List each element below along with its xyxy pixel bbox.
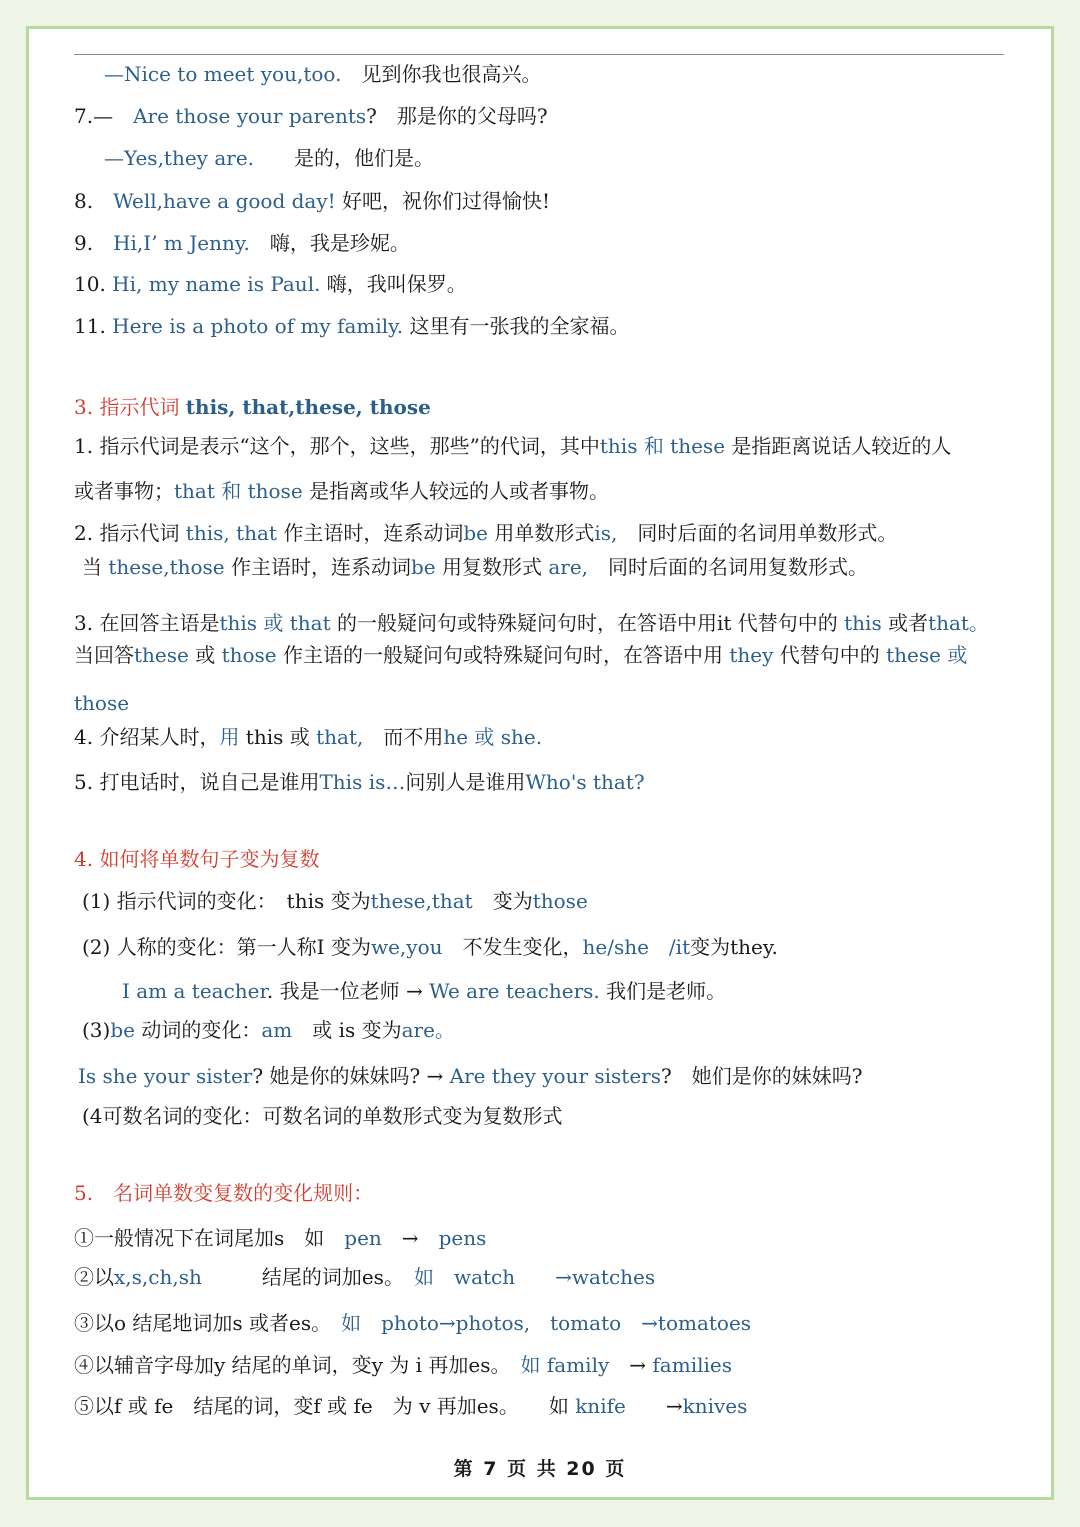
english-text-segment: am — [261, 1018, 293, 1042]
english-text-segment: Are those your parents — [133, 104, 367, 128]
text-segment: (3) — [82, 1018, 111, 1042]
english-text-segment: I am a teacher — [82, 979, 267, 1003]
english-text-segment: We are teachers. — [429, 979, 600, 1003]
english-text-segment: this 和 these — [599, 434, 726, 458]
text-segment: 或者事物； — [74, 479, 174, 503]
text-segment: 嗨，我叫保罗。 — [320, 272, 467, 296]
text-line — [74, 1181, 373, 1205]
text-segment: . 我是一位老师 → — [266, 979, 430, 1003]
text-segment: 代替句中的 — [773, 643, 887, 667]
text-line — [78, 1064, 862, 1088]
english-text-segment: 用 — [219, 725, 240, 749]
text-segment: 7.— — [74, 104, 134, 128]
text-segment: 的一般疑问句或特殊疑问句时，在答语中用it 代替句中的 — [330, 611, 845, 635]
text-segment: 或 is 变为 — [292, 1018, 402, 1042]
english-text-segment: Is she your sister — [78, 1064, 253, 1088]
text-segment: 11. — [74, 314, 113, 338]
english-text-segment: pen — [344, 1226, 382, 1250]
english-text-segment: Here is a photo of my family. — [112, 314, 404, 338]
text-segment: 3. 在回答主语是 — [74, 611, 220, 635]
text-segment: 同时后面的名词用复数形式。 — [588, 555, 869, 579]
text-line — [74, 434, 951, 458]
text-line — [82, 555, 868, 579]
english-text-segment: be — [463, 521, 488, 545]
english-text-segment: x,s,ch,sh — [114, 1265, 202, 1289]
english-text-segment: that, — [316, 725, 364, 749]
english-text-segment: families — [652, 1353, 732, 1377]
text-line — [104, 146, 434, 170]
text-segment: 9. — [74, 231, 114, 255]
text-line — [74, 691, 129, 715]
english-text-segment: —Yes,they are. — [104, 146, 255, 170]
text-segment: 这里有一张我的全家福。 — [403, 314, 630, 338]
text-line — [104, 62, 541, 86]
text-line — [82, 889, 588, 913]
text-segment: 作主语时，连系动词 — [224, 555, 411, 579]
text-segment: 用复数形式 — [435, 555, 549, 579]
english-text-segment: he 或 she. — [443, 725, 543, 749]
text-segment: 是指离或华人较远的人或者事物。 — [302, 479, 610, 503]
text-segment: 当回答 — [74, 643, 134, 667]
text-segment: ②以 — [74, 1265, 114, 1289]
english-text-segment: this, that — [185, 521, 277, 545]
text-line — [74, 104, 548, 128]
text-line — [74, 1226, 486, 1250]
text-line — [74, 611, 989, 635]
english-text-segment: knives — [682, 1394, 748, 1418]
text-segment: 同时后面的名词用单数形式。 — [617, 521, 898, 545]
text-line — [82, 979, 726, 1003]
english-text-segment: —Nice to meet you,too. — [104, 62, 342, 86]
section-heading-segment: 3. 指示代词 — [74, 395, 186, 419]
text-line — [74, 479, 609, 503]
text-line — [74, 1265, 655, 1289]
text-segment: 变为 — [472, 889, 533, 913]
section-heading-segment: 5. 名词单数变复数的变化规则： — [74, 1181, 374, 1205]
text-line — [74, 395, 431, 419]
text-segment: → — [381, 1226, 439, 1250]
text-segment: 2. 指示代词 — [74, 521, 186, 545]
text-segment: 作主语时，连系动词 — [276, 521, 464, 545]
text-line — [74, 521, 897, 545]
english-text-segment: pens — [438, 1226, 487, 1250]
text-segment: 好吧，祝你们过得愉快! — [335, 189, 551, 213]
english-text-segment: Who's that? — [525, 770, 645, 794]
english-text-segment: this — [844, 611, 882, 635]
english-text-segment: they — [729, 643, 774, 667]
english-text-segment: those — [221, 643, 277, 667]
english-text-segment: these 或 — [886, 643, 968, 667]
text-segment: 8. — [74, 189, 114, 213]
text-segment: ? 她们是你的妹妹吗? — [661, 1064, 863, 1088]
text-line — [74, 1353, 732, 1377]
english-text-segment: those — [74, 691, 130, 715]
english-text-segment: 如 family — [520, 1353, 610, 1377]
english-text-segment: these,those — [108, 555, 225, 579]
text-segment: 当 — [82, 555, 109, 579]
text-segment: 见到你我也很高兴。 — [341, 62, 542, 86]
text-segment: 或 — [188, 643, 222, 667]
text-segment: 用单数形式 — [487, 521, 595, 545]
text-segment: ④以辅音字母加y 结尾的单词，变y 为 i 再加es。 — [74, 1353, 521, 1377]
text-segment: 10. — [74, 272, 113, 296]
text-line — [74, 1311, 751, 1335]
english-text-segment: this, that,these, those — [185, 395, 431, 419]
english-text-segment: these — [134, 643, 189, 667]
text-segment: (2) 人称的变化：第一人称I 变为 — [82, 935, 371, 959]
text-segment: 作主语的一般疑问句或特殊疑问句时，在答语中用 — [276, 643, 730, 667]
english-text-segment: he/she /it — [582, 935, 691, 959]
text-segment: 动词的变化： — [134, 1018, 262, 1042]
text-segment: 4. 介绍某人时， — [74, 725, 220, 749]
text-segment: this 或 — [239, 725, 317, 749]
english-text-segment: are, — [548, 555, 589, 579]
english-text-segment: Well,have a good day! — [113, 189, 336, 213]
text-segment: 5. 打电话时，说自己是谁用 — [74, 770, 320, 794]
text-segment: 而不用 — [363, 725, 444, 749]
text-segment: 我们是老师。 — [599, 979, 727, 1003]
text-segment: → — [609, 1353, 653, 1377]
english-text-segment: be — [411, 555, 436, 579]
text-segment: ③以o 结尾地词加s 或者es。 — [74, 1311, 342, 1335]
english-text-segment: these,that — [370, 889, 473, 913]
text-segment: → — [625, 1394, 683, 1418]
english-text-segment: 如 photo→photos, tomato →tomatoes — [341, 1311, 752, 1335]
text-segment: 问别人是谁用 — [405, 770, 526, 794]
text-segment: ? 那是你的父母吗? — [366, 104, 548, 128]
text-line — [74, 847, 319, 871]
text-segment: 结尾的词加es。 — [201, 1265, 414, 1289]
english-text-segment: knife — [575, 1394, 626, 1418]
english-text-segment: that。 — [928, 611, 989, 635]
text-line — [82, 935, 778, 959]
english-text-segment: This is… — [319, 770, 406, 794]
text-segment: 1. 指示代词是表示“这个，那个，这些，那些”的代词，其中 — [74, 434, 600, 458]
english-text-segment: Hi, my name is Paul. — [112, 272, 321, 296]
english-text-segment: this 或 that — [219, 611, 331, 635]
text-segment: 不发生变化， — [442, 935, 583, 959]
text-segment: 是的，他们是。 — [254, 146, 435, 170]
english-text-segment: we,you — [370, 935, 443, 959]
text-segment: 是指距离说话人较近的人 — [725, 434, 952, 458]
text-segment: 变为they. — [690, 935, 778, 959]
section-heading-segment: 4. 如何将单数句子变为复数 — [74, 847, 320, 871]
text-line — [74, 314, 630, 338]
page-footer: 第 7 页 共 20 页 — [453, 1458, 627, 1480]
english-text-segment: are。 — [401, 1018, 455, 1042]
text-segment: 或者 — [881, 611, 929, 635]
text-line — [74, 725, 542, 749]
text-line — [74, 643, 967, 667]
text-line — [74, 189, 550, 213]
text-line — [74, 1394, 747, 1418]
text-line — [74, 770, 645, 794]
english-text-segment: be — [110, 1018, 135, 1042]
text-line — [74, 272, 467, 296]
text-segment: 嗨，我是珍妮。 — [249, 231, 410, 255]
english-text-segment: 如 watch →watches — [413, 1265, 656, 1289]
text-segment: (1) 指示代词的变化： this 变为 — [82, 889, 371, 913]
english-text-segment: those — [532, 889, 588, 913]
text-segment: (4可数名词的变化：可数名词的单数形式变为复数形式 — [82, 1104, 563, 1128]
english-text-segment: Are they your sisters — [449, 1064, 662, 1088]
text-segment: ? 她是你的妹妹吗? → — [252, 1064, 450, 1088]
english-text-segment: that 和 those — [174, 479, 303, 503]
text-line — [82, 1018, 455, 1042]
top-divider — [74, 54, 1004, 55]
english-text-segment: Hi,I’ m Jenny. — [113, 231, 250, 255]
text-line — [74, 231, 410, 255]
english-text-segment: is, — [594, 521, 618, 545]
text-line — [82, 1104, 563, 1128]
text-segment: ⑤以f 或 fe 结尾的词，变f 或 fe 为 v 再加es。 如 — [74, 1394, 576, 1418]
text-segment: ①一般情况下在词尾加s 如 — [74, 1226, 345, 1250]
